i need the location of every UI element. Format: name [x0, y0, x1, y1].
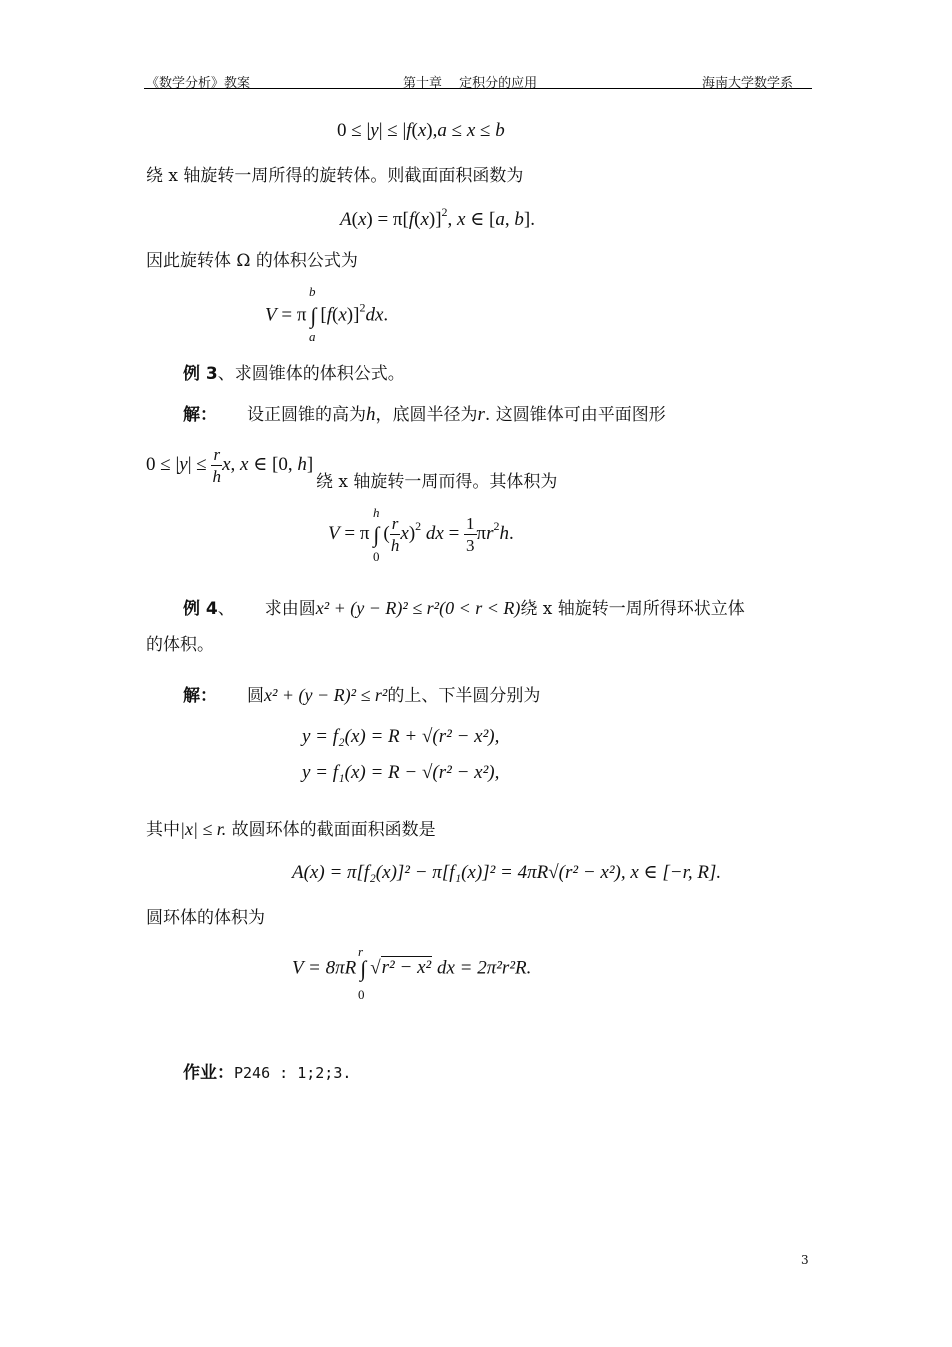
- equation-upper-semicircle: y = f₂(x) = R + √(r² − x²),: [302, 726, 500, 747]
- header-left: 《数学分析》教案: [146, 76, 251, 91]
- paragraph-volume-formula: 因此旋转体 Ω 的体积公式为: [146, 251, 358, 271]
- header-right: 海南大学数学系: [702, 76, 794, 91]
- paragraph-rotation: 绕 x 轴旋转一周所得的旋转体。则截面面积函数为: [146, 166, 524, 186]
- header-center: 第十章 定积分的应用: [403, 76, 538, 91]
- integral-lower-limit: 0: [373, 549, 380, 564]
- equation-area-function: $A(x) = \pi[f(x)]^2$, x ∈ [a, b].: [340, 205, 535, 230]
- solution-4: 解： 圆x² + (y − R)² ≤ r²的上、下半圆分别为: [183, 685, 541, 706]
- integral-lower-limit: a: [309, 329, 316, 344]
- solution-3: 解： 设正圆锥的高为h，底圆半径为r. 这圆锥体可由平面图形: [183, 404, 666, 425]
- example-3: 例 3、求圆锥体的体积公式。: [183, 364, 405, 384]
- header-rule: [144, 88, 812, 89]
- integral-upper-limit: b: [309, 284, 316, 299]
- integral-upper-limit: h: [373, 505, 380, 520]
- example-4: 例 4、 求由圆x² + (y − R)² ≤ r²(0 < r < R)绕 x 轴旋转一周所得环状立体: [183, 598, 745, 619]
- paragraph-torus-volume: 圆环体的体积为: [146, 908, 265, 928]
- homework: 作业：P246 : 1;2;3.: [183, 1063, 352, 1083]
- paragraph-where: 其中|x| ≤ r. 故圆环体的截面面积函数是: [146, 819, 436, 840]
- integral-lower-limit: 0: [358, 987, 365, 1002]
- example-4-continued: 的体积。: [146, 635, 214, 655]
- equation-region: 0 ≤ |y| ≤ |f(x),a ≤ x ≤ b: [337, 120, 505, 141]
- integral-upper-limit: r: [358, 944, 364, 959]
- page-number: 3: [801, 1253, 809, 1267]
- equation-lower-semicircle: y = f₁(x) = R − √(r² − x²),: [302, 762, 500, 783]
- equation-annulus-area: A(x) = π[f₂(x)]² − π[f₁(x)]² = 4πR√(r² − x²), x ∈ [−r, R].: [292, 862, 722, 883]
- paragraph-cone-rotation: 绕 x 轴旋转一周而得。其体积为: [316, 472, 558, 492]
